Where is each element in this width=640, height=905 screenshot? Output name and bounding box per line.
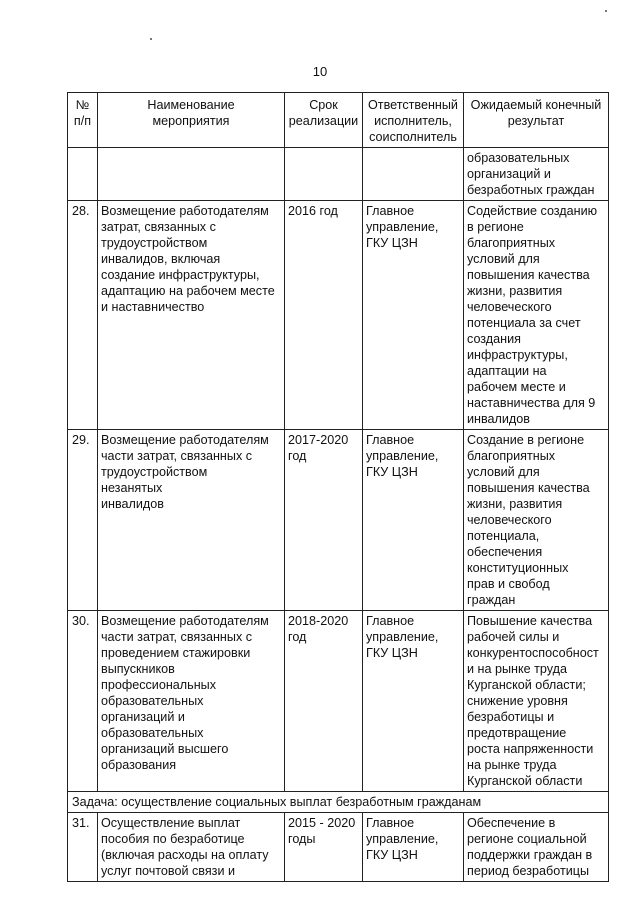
row-term: 2017-2020 год (285, 430, 363, 611)
row-result: Содействие созданию в регионе благоприятных условий для повышения качества жизни, развития человеческого потенциала за счет создания инфраструктуры, адаптации на рабочем месте и наставничества для 9 инвалидов (464, 201, 609, 430)
continuation-row (68, 148, 609, 201)
header-result: Ожидаемый конечный результат (464, 93, 609, 148)
table-header-row (68, 93, 609, 148)
row-num: 31. (68, 813, 98, 882)
row-executor: Главное управление, ГКУ ЦЗН (363, 201, 464, 430)
row-term: 2018-2020 год (285, 611, 363, 792)
header-num: № п/п (68, 93, 98, 148)
table-row (68, 813, 609, 882)
row-num: 30. (68, 611, 98, 792)
row-num: 29. (68, 430, 98, 611)
cont-term-cell (285, 148, 363, 201)
row-result: Обеспечение в регионе социальной поддержки граждан в период безработицы (464, 813, 609, 882)
row-term: 2015 - 2020 годы (285, 813, 363, 882)
header-name: Наименование мероприятия (98, 93, 285, 148)
row-name: Осуществление выплат пособия по безработице (включая расходы на оплату услуг почтовой связи и (98, 813, 285, 882)
row-name: Возмещение работодателям затрат, связанных с трудоустройством инвалидов, включая создание инфраструктуры, адаптацию на рабочем месте и наставничество (98, 201, 285, 430)
cont-num-cell (68, 148, 98, 201)
measures-table (67, 92, 609, 882)
table-row (68, 201, 609, 430)
table-row (68, 611, 609, 792)
scan-speck (150, 38, 152, 40)
cont-result-cell: образовательных организаций и безработных граждан (464, 148, 609, 201)
row-result: Создание в регионе благоприятных условий для повышения качества жизни, развития человеческого потенциала, обеспечения конституционных прав и свобод граждан (464, 430, 609, 611)
table-row (68, 430, 609, 611)
row-executor: Главное управление, ГКУ ЦЗН (363, 430, 464, 611)
cont-name-cell (98, 148, 285, 201)
row-executor: Главное управление, ГКУ ЦЗН (363, 611, 464, 792)
task-row (68, 792, 609, 813)
header-term: Срок реализации (285, 93, 363, 148)
row-num: 28. (68, 201, 98, 430)
row-term: 2016 год (285, 201, 363, 430)
task-heading: Задача: осуществление социальных выплат безработным гражданам (68, 792, 609, 813)
page-number: 10 (312, 64, 328, 79)
row-name: Возмещение работодателям части затрат, связанных с проведением стажировки выпускников профессиональных образовательных организаций и образовательных организаций высшего образования (98, 611, 285, 792)
header-executor: Ответственный исполнитель, соисполнитель (363, 93, 464, 148)
row-result: Повышение качества рабочей силы и конкурентоспособност и на рынке труда Курганской области; снижение уровня безработицы и предотвращение роста напряженности на рынке труда Курганской области (464, 611, 609, 792)
row-name: Возмещение работодателям части затрат, связанных с трудоустройством незанятых инвалидов (98, 430, 285, 611)
scan-speck (605, 10, 607, 12)
row-executor: Главное управление, ГКУ ЦЗН (363, 813, 464, 882)
cont-executor-cell (363, 148, 464, 201)
